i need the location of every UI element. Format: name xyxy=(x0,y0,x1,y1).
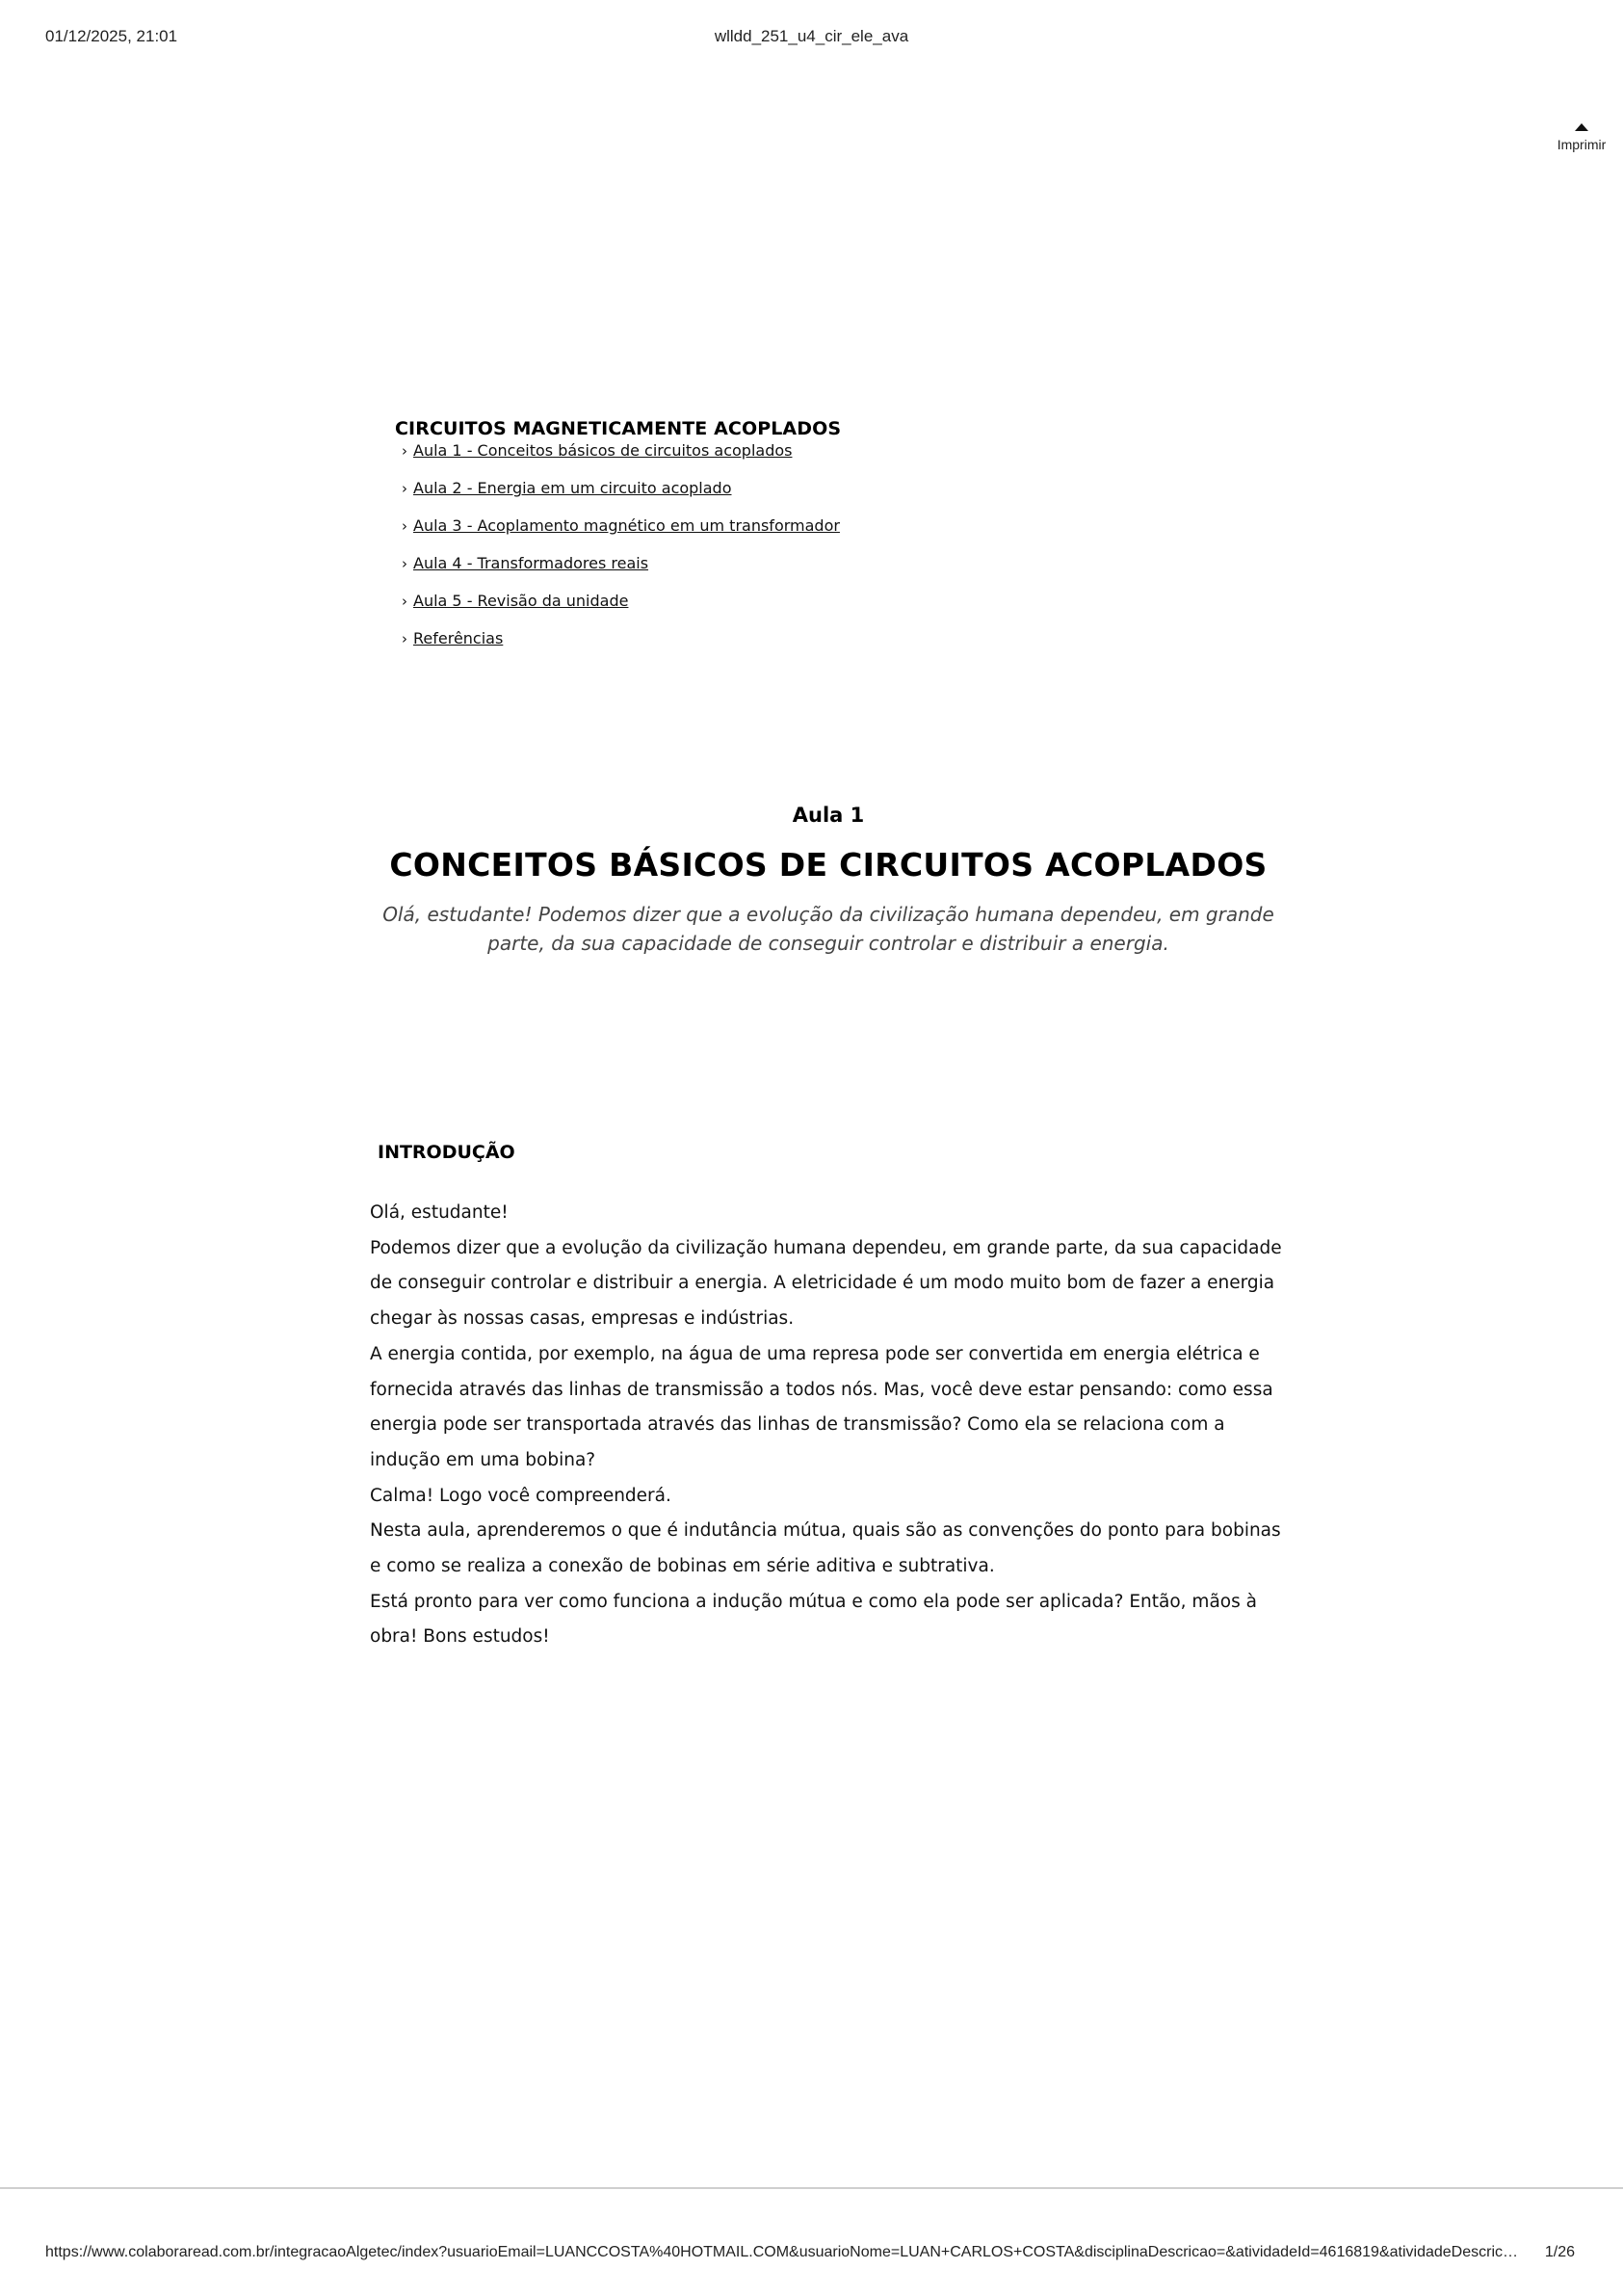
print-footer-url: https://www.colaboraread.com.br/integracaoAlgetec/index?usuarioEmail=LUANCCOSTA%40HOTMAIL.COM&usuarioNome=LUAN+CARLOS+COSTA&disciplinaDescricao=&atividadeId=4616819&atividadeDescric… xyxy=(45,2244,1518,2260)
toc-item xyxy=(402,592,841,629)
print-datetime: 01/12/2025, 21:01 xyxy=(45,27,178,45)
table-of-contents xyxy=(395,418,841,667)
toc-link-referencias[interactable]: Referências xyxy=(413,629,504,647)
toc-item xyxy=(402,554,841,592)
lesson-title: CONCEITOS BÁSICOS DE CIRCUITOS ACOPLADOS xyxy=(389,846,1268,884)
chevron-right-icon: › xyxy=(402,630,407,647)
toc-item xyxy=(402,441,841,479)
toc-link-aula-2[interactable]: Aula 2 - Energia em um circuito acoplado xyxy=(413,479,732,497)
footer-divider xyxy=(0,2187,1623,2189)
intro-paragraph: Nesta aula, aprenderemos o que é indutância mútua, quais são as convenções do ponto para bobinas e como se realiza a conexão de bobinas em série aditiva e subtrativa. xyxy=(370,1520,1281,1577)
intro-paragraph: Olá, estudante! xyxy=(370,1202,509,1223)
intro-paragraph: Está pronto para ver como funciona a indução mútua e como ela pode ser aplicada? Então, mãos à obra! Bons estudos! xyxy=(370,1591,1257,1648)
print-page-number: 1/26 xyxy=(1544,2244,1575,2260)
toc-link-aula-5[interactable]: Aula 5 - Revisão da unidade xyxy=(413,592,629,610)
caret-up-icon xyxy=(1575,123,1588,131)
chevron-right-icon: › xyxy=(402,442,407,460)
toc-title: CIRCUITOS MAGNETICAMENTE ACOPLADOS xyxy=(395,418,842,439)
toc-item xyxy=(402,479,841,516)
lesson-label: Aula 1 xyxy=(792,804,865,827)
toc-list xyxy=(395,441,841,667)
toc-link-aula-3[interactable]: Aula 3 - Acoplamento magnético em um transformador xyxy=(413,516,840,535)
print-document-title: wlldd_251_u4_cir_ele_ava xyxy=(714,27,909,45)
toc-item xyxy=(402,516,841,554)
intro-paragraph: Calma! Logo você compreenderá. xyxy=(370,1485,671,1506)
chevron-right-icon: › xyxy=(402,480,407,497)
lesson-subtitle: Olá, estudante! Podemos dizer que a evolução da civilização humana dependeu, em grande parte, da sua capacidade de conseguir controlar e distribuir a energia. xyxy=(382,903,1274,955)
intro-paragraph: Podemos dizer que a evolução da civilização humana dependeu, em grande parte, da sua capacidade de conseguir controlar e distribuir a energia. A eletricidade é um modo muito bom de fazer a energia chegar às nossas casas, empresas e indústrias. xyxy=(370,1237,1282,1330)
toc-item xyxy=(402,629,841,667)
intro-heading: INTRODUÇÃO xyxy=(378,1142,515,1163)
toc-link-aula-1[interactable]: Aula 1 - Conceitos básicos de circuitos acoplados xyxy=(413,441,793,460)
toc-link-aula-4[interactable]: Aula 4 - Transformadores reais xyxy=(413,554,649,572)
intro-body xyxy=(370,1196,1295,1655)
chevron-right-icon: › xyxy=(402,593,407,610)
intro-paragraph: A energia contida, por exemplo, na água de uma represa pode ser convertida em energia elétrica e fornecida através das linhas de transmissão a todos nós. Mas, você deve estar pensando: como essa energia pode ser transportada através das linhas de transmissão? Como ela se relaciona com a indução em uma bobina? xyxy=(370,1343,1273,1470)
print-button[interactable] xyxy=(1548,123,1615,153)
print-button-label: Imprimir xyxy=(1557,137,1607,152)
chevron-right-icon: › xyxy=(402,555,407,572)
chevron-right-icon: › xyxy=(402,517,407,535)
